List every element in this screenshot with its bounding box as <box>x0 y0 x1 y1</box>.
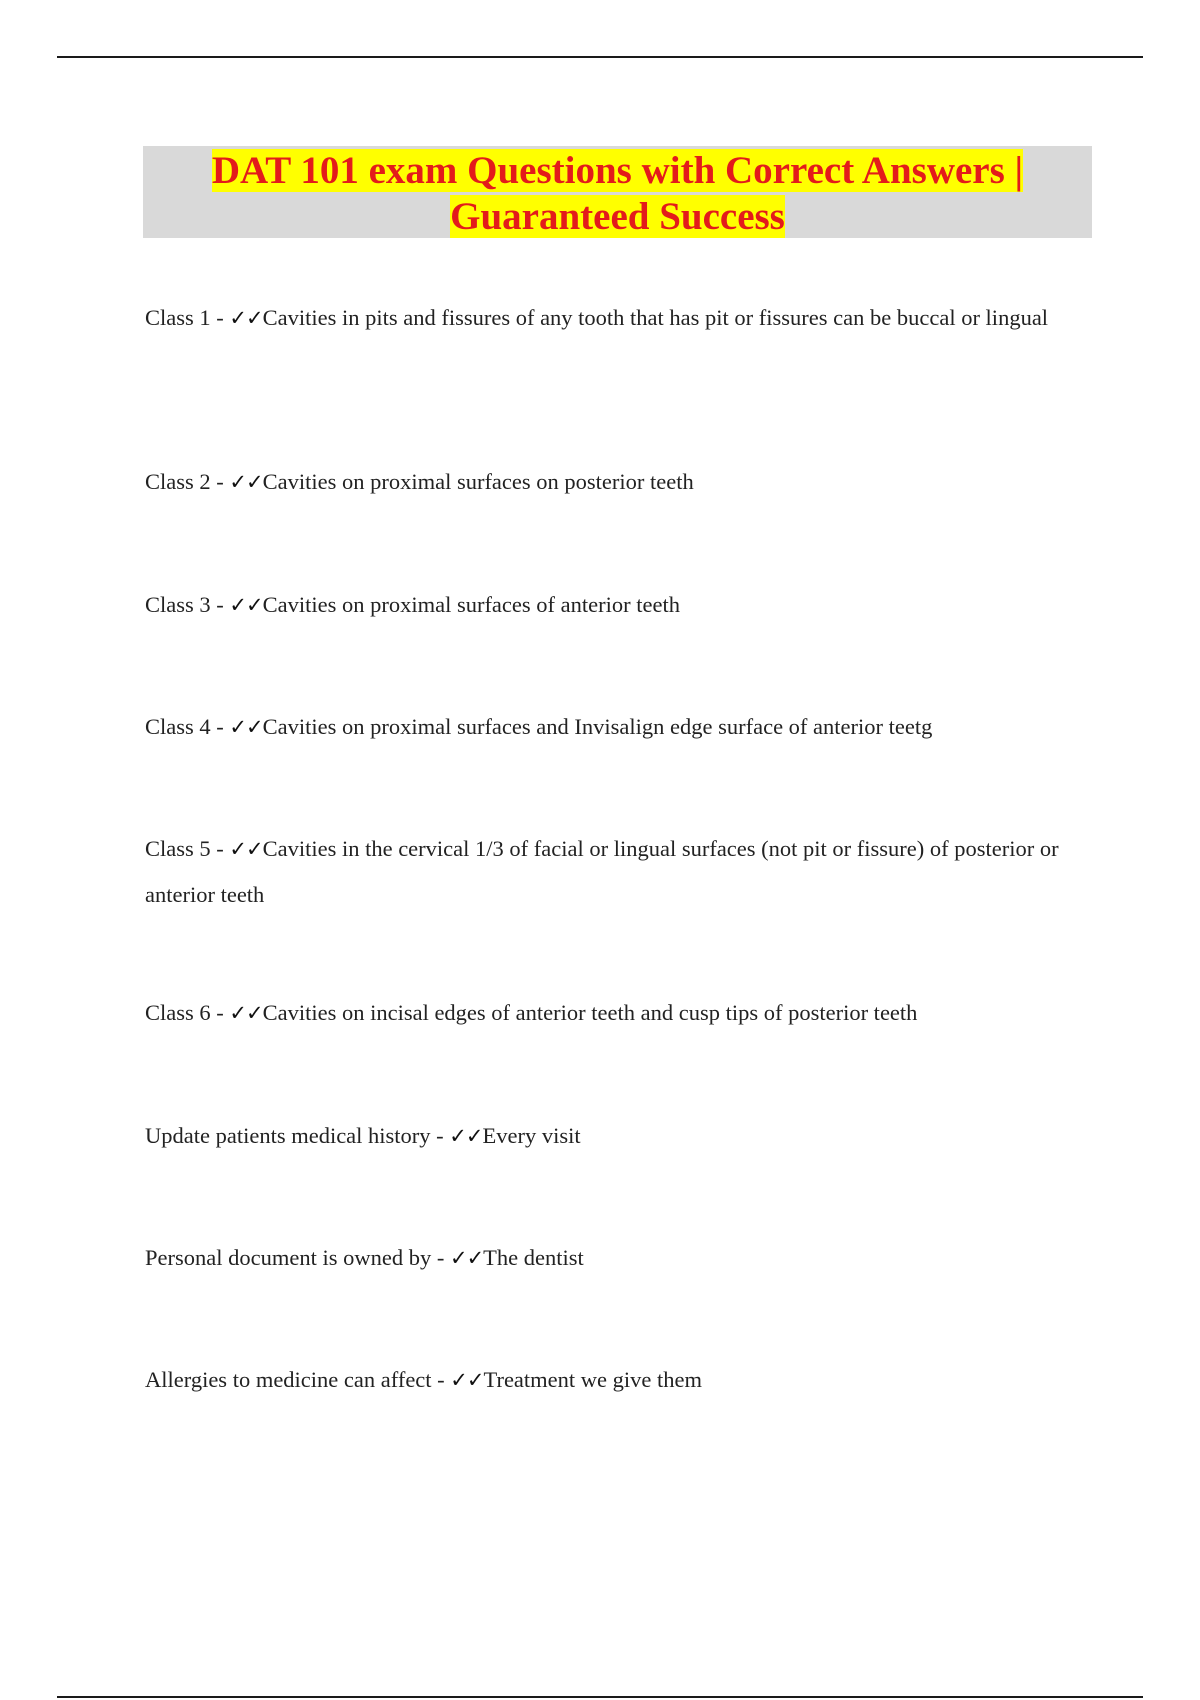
question: Personal document is owned by <box>145 1245 432 1270</box>
question: Class 1 <box>145 305 211 330</box>
double-check-icon: ✓✓ <box>229 715 263 739</box>
question: Class 3 <box>145 592 211 617</box>
qa-item-class-4: Class 4 - ✓✓Cavities on proximal surfaces and Invisalign edge surface of anterior teetg <box>145 714 933 739</box>
question: Class 6 <box>145 1000 211 1025</box>
title-line-1: DAT 101 exam Questions with Correct Answers | <box>211 149 1024 192</box>
question: Update patients medical history <box>145 1123 431 1148</box>
title-line-2: Guaranteed Success <box>450 195 785 238</box>
double-check-icon: ✓✓ <box>449 1246 484 1270</box>
answer: Cavities in the cervical 1/3 of facial or lingual surfaces (not pit or fissure) of posterior or anterior teeth <box>145 836 1059 907</box>
double-check-icon: ✓✓ <box>229 306 263 330</box>
answer: Cavities on proximal surfaces and Invisalign edge surface of anterior teetg <box>262 714 933 739</box>
bottom-rule <box>57 1696 1143 1698</box>
answer: Cavities on proximal surfaces on posterior teeth <box>262 469 694 494</box>
top-rule <box>57 56 1143 58</box>
qa-item-class-6: Class 6 - ✓✓Cavities on incisal edges of anterior teeth and cusp tips of posterior teeth <box>145 1000 918 1025</box>
double-check-icon: ✓✓ <box>229 593 263 617</box>
qa-item-class-5: Class 5 - ✓✓Cavities in the cervical 1/3 of facial or lingual surfaces (not pit or fissure) of posterior or anterior teeth <box>145 836 1059 907</box>
double-check-icon: ✓✓ <box>229 1001 263 1025</box>
question: Allergies to medicine can affect <box>145 1367 432 1392</box>
double-check-icon: ✓✓ <box>229 837 263 861</box>
question: Class 5 <box>145 836 211 861</box>
double-check-icon: ✓✓ <box>449 1124 483 1148</box>
qa-item-class-1: Class 1 - ✓✓Cavities in pits and fissures of any tooth that has pit or fissures can be buccal or lingual <box>145 305 1049 330</box>
answer: Cavities on proximal surfaces of anterior teeth <box>262 592 680 617</box>
answer: The dentist <box>483 1245 584 1270</box>
double-check-icon: ✓✓ <box>229 470 263 494</box>
qa-item-class-2: Class 2 - ✓✓Cavities on proximal surfaces on posterior teeth <box>145 469 694 494</box>
answer: Every visit <box>482 1123 581 1148</box>
question: Class 2 <box>145 469 211 494</box>
answer: Treatment we give them <box>483 1367 702 1392</box>
double-check-icon: ✓✓ <box>450 1368 484 1392</box>
answer: Cavities in pits and fissures of any tooth that has pit or fissures can be buccal or lingual <box>262 305 1049 330</box>
question: Class 4 <box>145 714 211 739</box>
qa-item-allergies: Allergies to medicine can affect - ✓✓Treatment we give them <box>145 1367 702 1392</box>
qa-item-class-3: Class 3 - ✓✓Cavities on proximal surfaces of anterior teeth <box>145 592 680 617</box>
document-title <box>143 146 1092 238</box>
qa-item-personal-document: Personal document is owned by - ✓✓The dentist <box>145 1245 584 1270</box>
qa-item-medical-history: Update patients medical history - ✓✓Every visit <box>145 1123 581 1148</box>
answer: Cavities on incisal edges of anterior teeth and cusp tips of posterior teeth <box>262 1000 918 1025</box>
